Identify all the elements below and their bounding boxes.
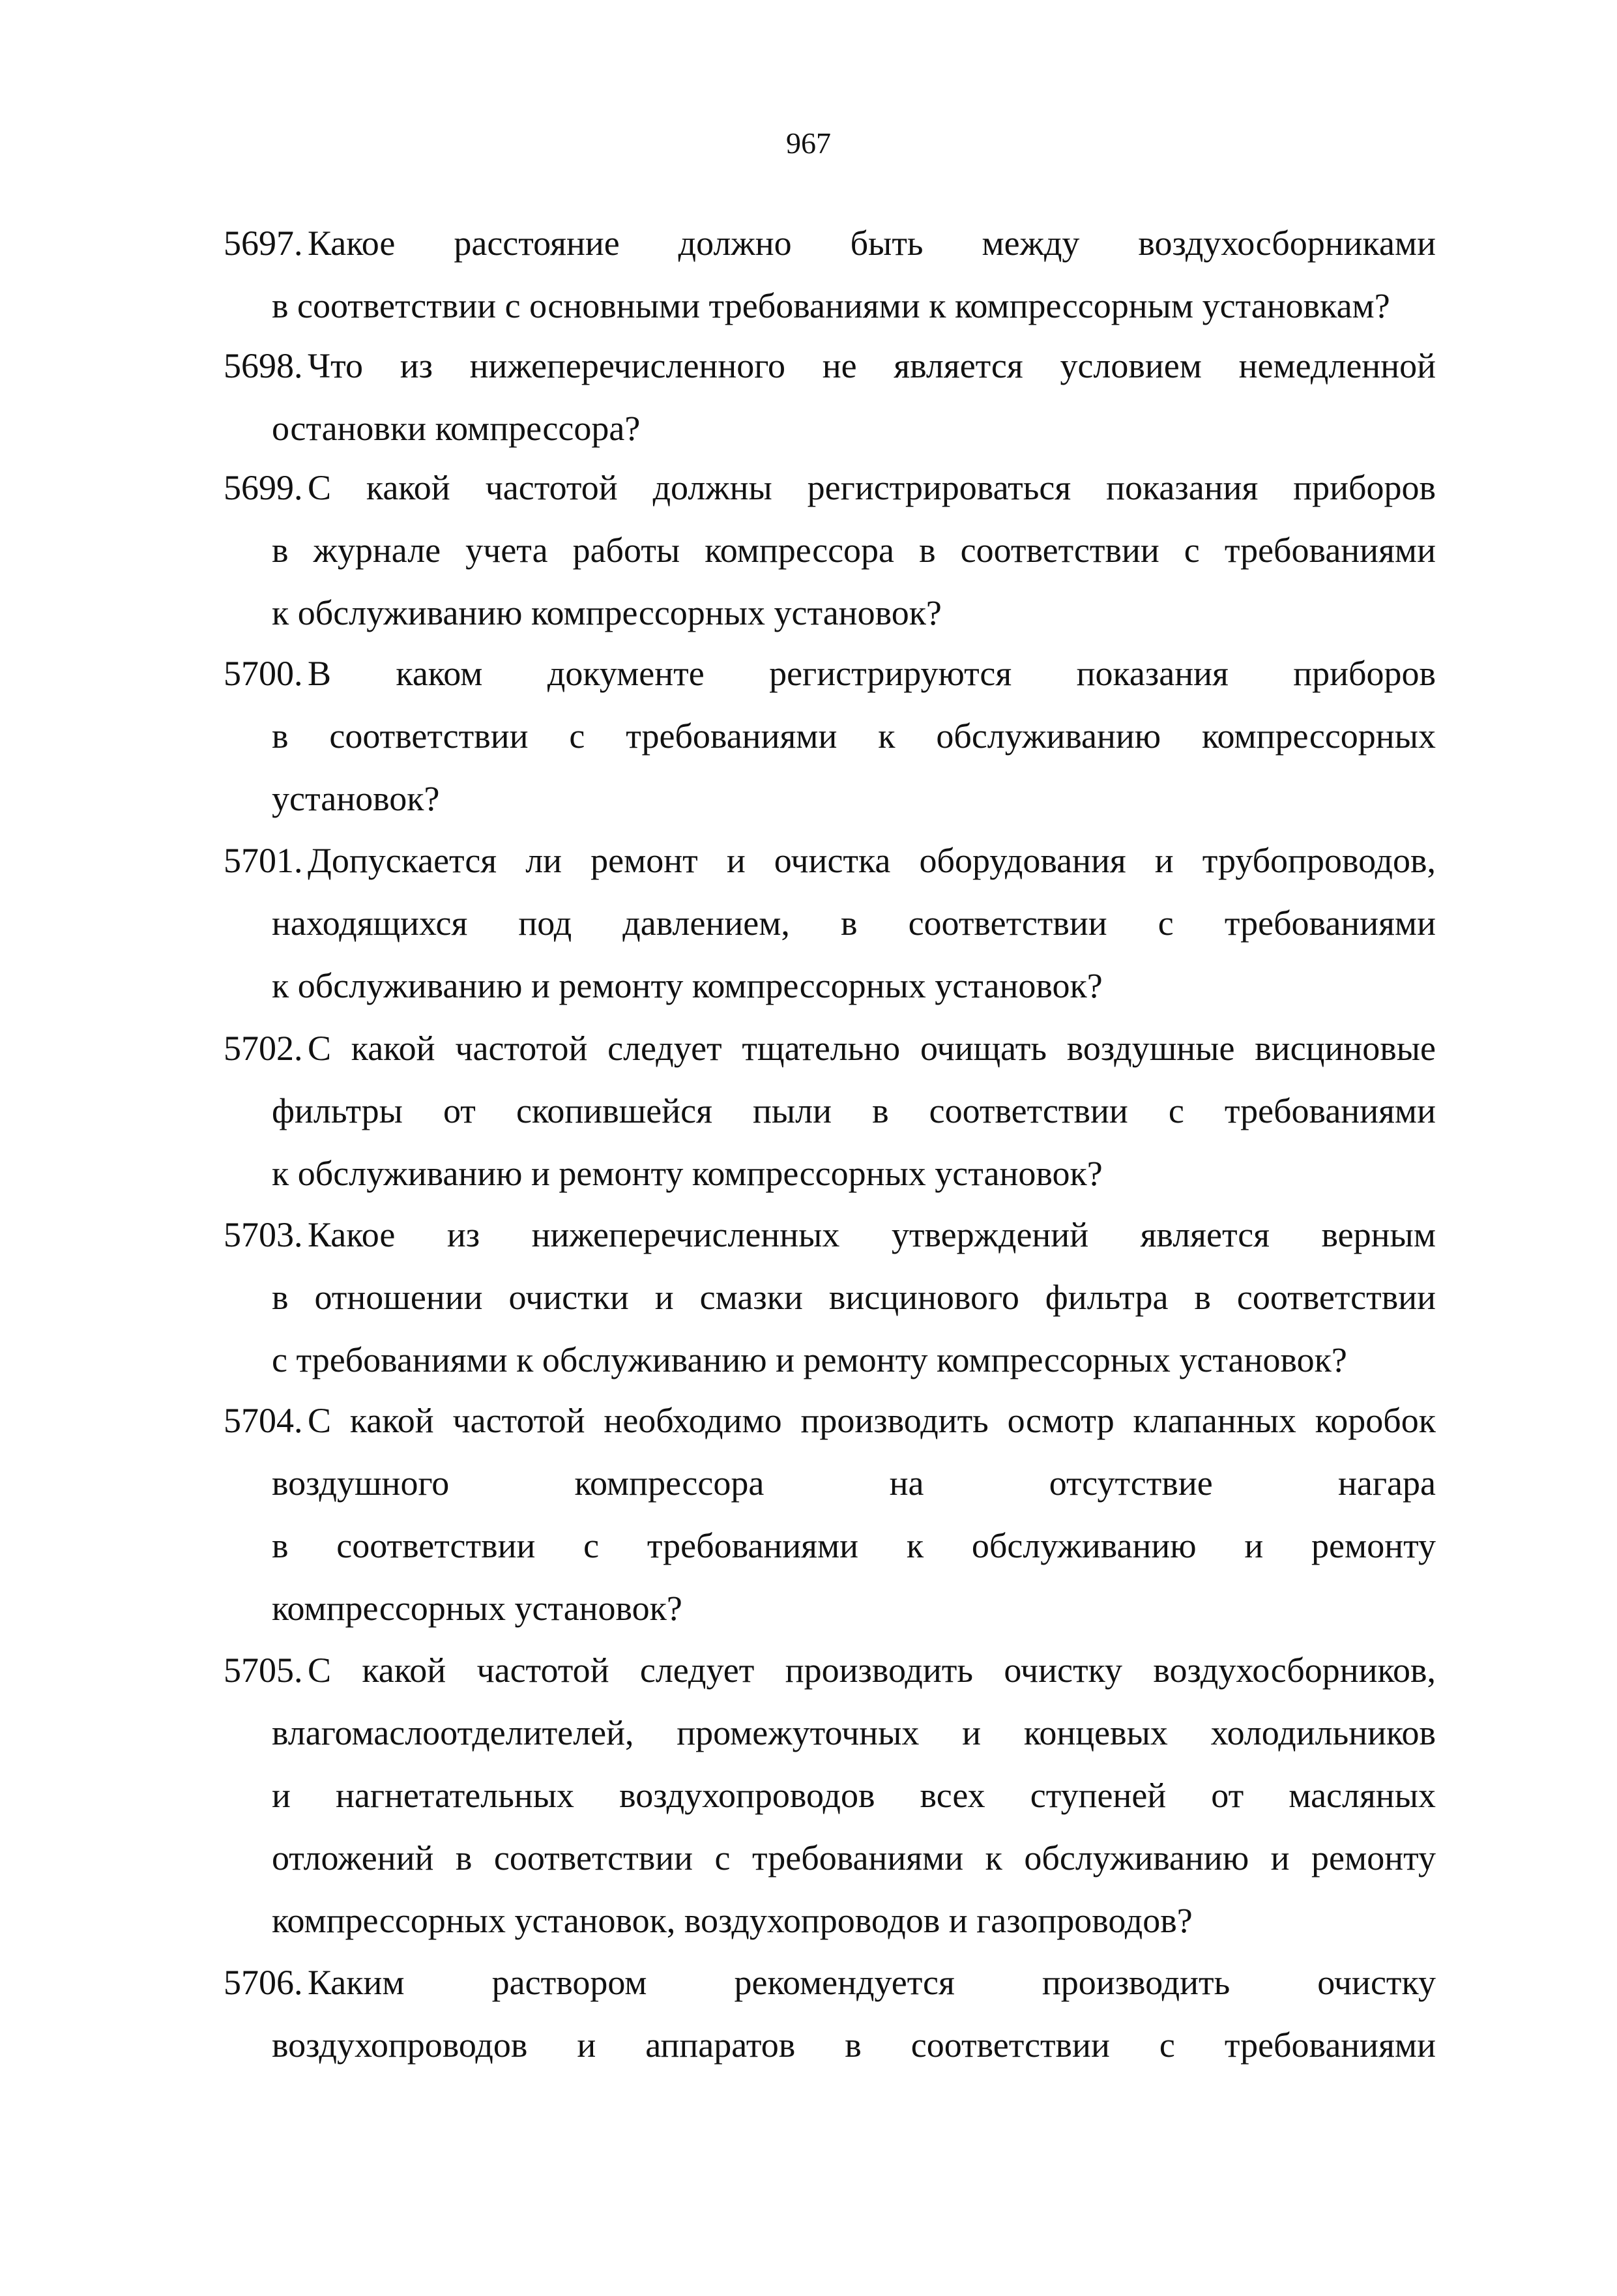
question-number: 5701. — [224, 841, 303, 880]
question-line: С какой частотой должны регистрироваться показания приборов — [308, 468, 1436, 507]
question-number: 5698. — [224, 346, 303, 385]
question-line: воздушного компрессора на отсутствие нагара — [272, 1464, 1436, 1503]
question-line: к обслуживанию и ремонту компрессорных установок? — [272, 966, 1103, 1005]
question-line: компрессорных установок, воздухопроводов и газопроводов? — [272, 1901, 1193, 1940]
question-line: в отношении очистки и смазки висцинового фильтра в соответствии — [272, 1278, 1436, 1317]
question-line: в журнале учета работы компрессора в соответствии с требованиями — [272, 531, 1436, 570]
page-number: 967 — [786, 126, 831, 160]
question-line: находящихся под давлением, в соответствии с требованиями — [272, 904, 1436, 943]
question-line: С какой частотой необходимо производить осмотр клапанных коробок — [308, 1401, 1436, 1440]
question-number: 5706. — [224, 1963, 303, 2002]
question-line: к обслуживанию и ремонту компрессорных установок? — [272, 1154, 1103, 1193]
question-line: Допускается ли ремонт и очистка оборудования и трубопроводов, — [308, 841, 1436, 880]
question-line: воздухопроводов и аппаратов в соответствии с требованиями — [272, 2025, 1436, 2065]
question-line: отложений в соответствии с требованиями к обслуживанию и ремонту — [272, 1838, 1436, 1877]
question-line: фильтры от скопившейся пыли в соответствии с требованиями — [272, 1091, 1436, 1130]
question-line: в соответствии с основными требованиями к компрессорным установкам? — [272, 286, 1390, 325]
question-line: с требованиями к обслуживанию и ремонту компрессорных установок? — [272, 1340, 1347, 1379]
question-line: Какое расстояние должно быть между воздухосборниками — [308, 224, 1436, 263]
question-line: и нагнетательных воздухопроводов всех ступеней от масляных — [272, 1776, 1436, 1815]
question-line: Какое из нижеперечисленных утверждений является верным — [308, 1215, 1436, 1254]
question-line: влагомаслоотделителей, промежуточных и концевых холодильников — [272, 1713, 1436, 1752]
question-line: в соответствии с требованиями к обслуживанию компрессорных — [272, 716, 1436, 756]
question-line: Каким раствором рекомендуется производить очистку — [308, 1963, 1436, 2002]
question-line: компрессорных установок? — [272, 1589, 682, 1628]
question-line: С какой частотой следует тщательно очищать воздушные висциновые — [308, 1029, 1436, 1068]
question-line: в соответствии с требованиями к обслуживанию и ремонту — [272, 1526, 1436, 1565]
question-line: к обслуживанию компрессорных установок? — [272, 593, 942, 632]
question-number: 5703. — [224, 1215, 303, 1254]
question-line: остановки компрессора? — [272, 409, 641, 448]
question-line: С какой частотой следует производить очистку воздухосборников, — [308, 1651, 1436, 1690]
question-number: 5702. — [224, 1029, 303, 1068]
question-number: 5705. — [224, 1651, 303, 1690]
question-line: В каком документе регистрируются показания приборов — [308, 654, 1436, 693]
question-line: Что из нижеперечисленного не является условием немедленной — [308, 346, 1436, 385]
question-number: 5697. — [224, 224, 303, 263]
question-line: установок? — [272, 779, 440, 818]
question-number: 5700. — [224, 654, 303, 693]
question-number: 5699. — [224, 468, 303, 507]
question-number: 5704. — [224, 1401, 303, 1440]
